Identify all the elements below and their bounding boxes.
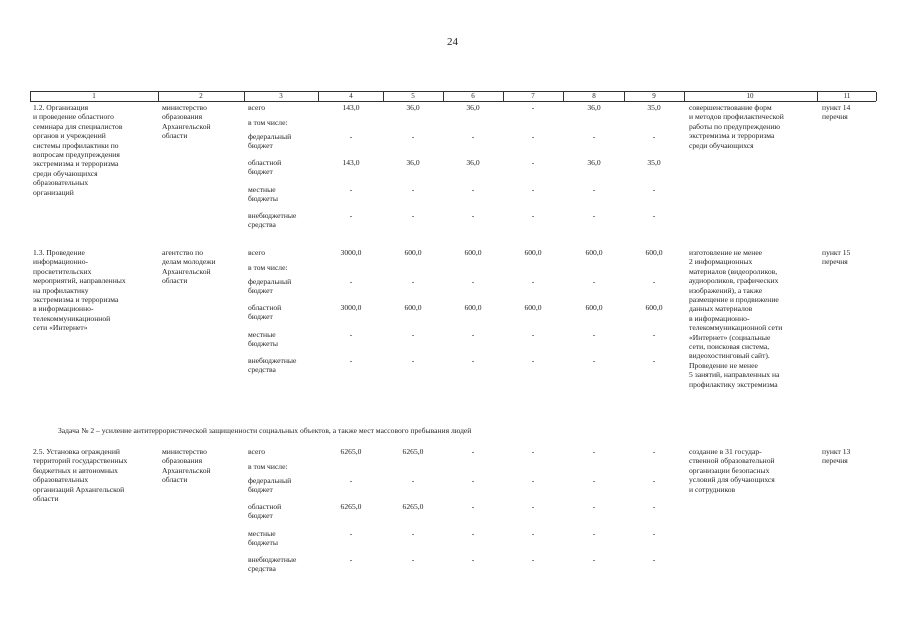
funding-value: 600,0 bbox=[524, 303, 542, 312]
funding-source-label: всего bbox=[248, 248, 266, 257]
funding-value: - bbox=[592, 356, 596, 365]
program-reference: пункт 13 перечня bbox=[822, 447, 851, 466]
funding-value: - bbox=[531, 103, 535, 112]
funding-value: 143,0 bbox=[342, 103, 360, 112]
funding-source-label: местные бюджеты bbox=[248, 185, 278, 204]
funding-value: - bbox=[531, 476, 535, 485]
funding-value: - bbox=[411, 356, 415, 365]
column-number-1: 1 bbox=[92, 92, 96, 100]
funding-value: - bbox=[471, 277, 475, 286]
funding-value: - bbox=[592, 502, 596, 511]
funding-value: - bbox=[531, 356, 535, 365]
funding-value: 600,0 bbox=[524, 248, 542, 257]
header-column-divider bbox=[817, 92, 818, 101]
funding-value: - bbox=[471, 529, 475, 538]
funding-value: 600,0 bbox=[645, 303, 663, 312]
column-number-4: 4 bbox=[349, 92, 353, 100]
funding-source-label: внебюджетные средства bbox=[248, 356, 297, 375]
funding-value: 6265,0 bbox=[402, 502, 424, 511]
funding-source-label: областной бюджет bbox=[248, 158, 282, 177]
column-number-5: 5 bbox=[411, 92, 415, 100]
header-column-divider bbox=[30, 92, 31, 101]
funding-value: - bbox=[652, 211, 656, 220]
funding-value: 600,0 bbox=[404, 248, 422, 257]
funding-value: 36,0 bbox=[587, 103, 601, 112]
funding-value: - bbox=[652, 529, 656, 538]
column-number-11: 11 bbox=[843, 92, 851, 100]
program-reference: пункт 15 перечня bbox=[822, 248, 851, 267]
funding-value: - bbox=[592, 330, 596, 339]
funding-source-label: внебюджетные средства bbox=[248, 555, 297, 574]
header-column-divider bbox=[684, 92, 685, 101]
column-number-7: 7 bbox=[531, 92, 535, 100]
funding-value: 3000,0 bbox=[340, 248, 362, 257]
funding-source-label: федеральный бюджет bbox=[248, 476, 292, 495]
funding-source-label: местные бюджеты bbox=[248, 529, 278, 548]
funding-source-label: всего bbox=[248, 103, 266, 112]
funding-source-label: внебюджетные средства bbox=[248, 211, 297, 230]
funding-value: 6265,0 bbox=[340, 502, 362, 511]
executor-name: агентство по делам молодежи Архангельской области bbox=[162, 248, 216, 286]
funding-value: - bbox=[471, 330, 475, 339]
funding-value: 6265,0 bbox=[340, 447, 362, 456]
funding-value: 35,0 bbox=[647, 103, 661, 112]
funding-value: - bbox=[349, 185, 353, 194]
funding-value: 600,0 bbox=[464, 248, 482, 257]
header-column-divider bbox=[503, 92, 504, 101]
funding-source-label: в том числе: bbox=[248, 263, 288, 272]
funding-value: - bbox=[592, 277, 596, 286]
funding-source-label: в том числе: bbox=[248, 118, 288, 127]
column-number-3: 3 bbox=[279, 92, 283, 100]
funding-value: - bbox=[411, 476, 415, 485]
funding-source-label: местные бюджеты bbox=[248, 330, 278, 349]
program-reference: пункт 14 перечня bbox=[822, 103, 851, 122]
funding-value: 36,0 bbox=[406, 158, 420, 167]
funding-value: - bbox=[652, 447, 656, 456]
funding-value: - bbox=[349, 132, 353, 141]
funding-value: - bbox=[349, 476, 353, 485]
funding-source-label: федеральный бюджет bbox=[248, 277, 292, 296]
funding-value: - bbox=[471, 132, 475, 141]
funding-source-label: всего bbox=[248, 447, 266, 456]
expected-result: создание в 31 государ- ственной образовательной организации безопасных условий для обучающихся и сотрудников bbox=[689, 447, 775, 494]
funding-value: 600,0 bbox=[645, 248, 663, 257]
column-number-2: 2 bbox=[199, 92, 203, 100]
funding-value: - bbox=[531, 555, 535, 564]
header-column-divider bbox=[318, 92, 319, 101]
funding-value: 6265,0 bbox=[402, 447, 424, 456]
funding-value: - bbox=[471, 211, 475, 220]
funding-value: - bbox=[471, 555, 475, 564]
funding-value: - bbox=[411, 529, 415, 538]
funding-value: 36,0 bbox=[466, 158, 480, 167]
funding-source-label: в том числе: bbox=[248, 462, 288, 471]
expected-result: совершенствование форм и методов профилактической работы по предупреждению экстремизма и терроризма среди обучающихся bbox=[689, 103, 784, 150]
funding-value: - bbox=[531, 502, 535, 511]
funding-value: 600,0 bbox=[585, 303, 603, 312]
funding-value: - bbox=[349, 529, 353, 538]
funding-value: - bbox=[349, 277, 353, 286]
activity-description: 2.5. Установка ограждений территорий государственных бюджетных и автономных образовательных организаций Архангельской области bbox=[33, 447, 128, 504]
funding-value: - bbox=[411, 555, 415, 564]
funding-value: - bbox=[531, 158, 535, 167]
funding-value: - bbox=[652, 330, 656, 339]
funding-value: - bbox=[652, 277, 656, 286]
funding-value: - bbox=[531, 211, 535, 220]
funding-value: - bbox=[592, 476, 596, 485]
column-number-6: 6 bbox=[471, 92, 475, 100]
funding-value: 36,0 bbox=[466, 103, 480, 112]
funding-value: - bbox=[531, 132, 535, 141]
column-number-8: 8 bbox=[592, 92, 596, 100]
page-number: 24 bbox=[447, 36, 458, 48]
column-number-9: 9 bbox=[652, 92, 656, 100]
task-heading: Задача № 2 – усиление антитеррористической защищенности социальных объектов, а также мест массового пребывания людей bbox=[58, 426, 472, 435]
header-column-divider bbox=[876, 92, 877, 101]
funding-value: 36,0 bbox=[587, 158, 601, 167]
header-column-divider bbox=[158, 92, 159, 101]
funding-value: - bbox=[592, 132, 596, 141]
funding-source-label: областной бюджет bbox=[248, 303, 282, 322]
funding-value: - bbox=[471, 185, 475, 194]
funding-value: - bbox=[531, 330, 535, 339]
funding-value: - bbox=[652, 555, 656, 564]
funding-value: - bbox=[349, 211, 353, 220]
funding-value: 600,0 bbox=[464, 303, 482, 312]
executor-name: министерство образования Архангельской области bbox=[162, 447, 211, 485]
funding-value: - bbox=[411, 211, 415, 220]
expected-result: изготовление не менее 2 информационных материалов (видеороликов, аудиороликов, графических изображений), а также размещение и продвижение данных материалов в информационно- телекоммуникационной сети «Интернет» (социальные сети, поисковая система, видеохостинговый сайт). Проведение не менее 5 занятий, направленных на профилактику экстремизма bbox=[689, 248, 783, 389]
column-number-header bbox=[30, 91, 876, 102]
activity-description: 1.2. Организация и проведение областного семинара для специалистов органов и учреждений системы профилактики по вопросам предупреждения экстремизма и терроризма среди обучающихся образовательных организаций bbox=[33, 103, 123, 197]
funding-value: - bbox=[349, 555, 353, 564]
funding-value: - bbox=[471, 356, 475, 365]
funding-value: - bbox=[652, 132, 656, 141]
funding-value: - bbox=[652, 356, 656, 365]
funding-value: - bbox=[592, 447, 596, 456]
header-column-divider bbox=[563, 92, 564, 101]
funding-value: - bbox=[652, 502, 656, 511]
funding-value: - bbox=[652, 185, 656, 194]
column-number-10: 10 bbox=[746, 92, 754, 100]
funding-value: 35,0 bbox=[647, 158, 661, 167]
funding-value: 143,0 bbox=[342, 158, 360, 167]
funding-value: - bbox=[349, 330, 353, 339]
funding-value: - bbox=[652, 476, 656, 485]
funding-value: - bbox=[471, 502, 475, 511]
funding-value: 600,0 bbox=[585, 248, 603, 257]
funding-value: - bbox=[531, 185, 535, 194]
funding-source-label: областной бюджет bbox=[248, 502, 282, 521]
funding-value: - bbox=[592, 185, 596, 194]
executor-name: министерство образования Архангельской области bbox=[162, 103, 211, 141]
funding-value: - bbox=[531, 277, 535, 286]
funding-value: - bbox=[411, 330, 415, 339]
funding-value: - bbox=[592, 555, 596, 564]
funding-value: - bbox=[411, 277, 415, 286]
funding-value: - bbox=[531, 529, 535, 538]
funding-value: - bbox=[592, 529, 596, 538]
header-column-divider bbox=[383, 92, 384, 101]
header-column-divider bbox=[624, 92, 625, 101]
header-column-divider bbox=[443, 92, 444, 101]
funding-value: - bbox=[531, 447, 535, 456]
activity-description: 1.3. Проведение информационно- просветительских мероприятий, направленных на профилактику экстремизма и терроризма в информационно- телекоммуникационной сети «Интернет» bbox=[33, 248, 126, 333]
funding-value: - bbox=[592, 211, 596, 220]
funding-value: - bbox=[471, 447, 475, 456]
funding-value: 3000,0 bbox=[340, 303, 362, 312]
header-column-divider bbox=[244, 92, 245, 101]
funding-value: - bbox=[411, 185, 415, 194]
funding-value: - bbox=[411, 132, 415, 141]
funding-value: 600,0 bbox=[404, 303, 422, 312]
funding-source-label: федеральный бюджет bbox=[248, 132, 292, 151]
funding-value: 36,0 bbox=[406, 103, 420, 112]
funding-value: - bbox=[471, 476, 475, 485]
funding-value: - bbox=[349, 356, 353, 365]
